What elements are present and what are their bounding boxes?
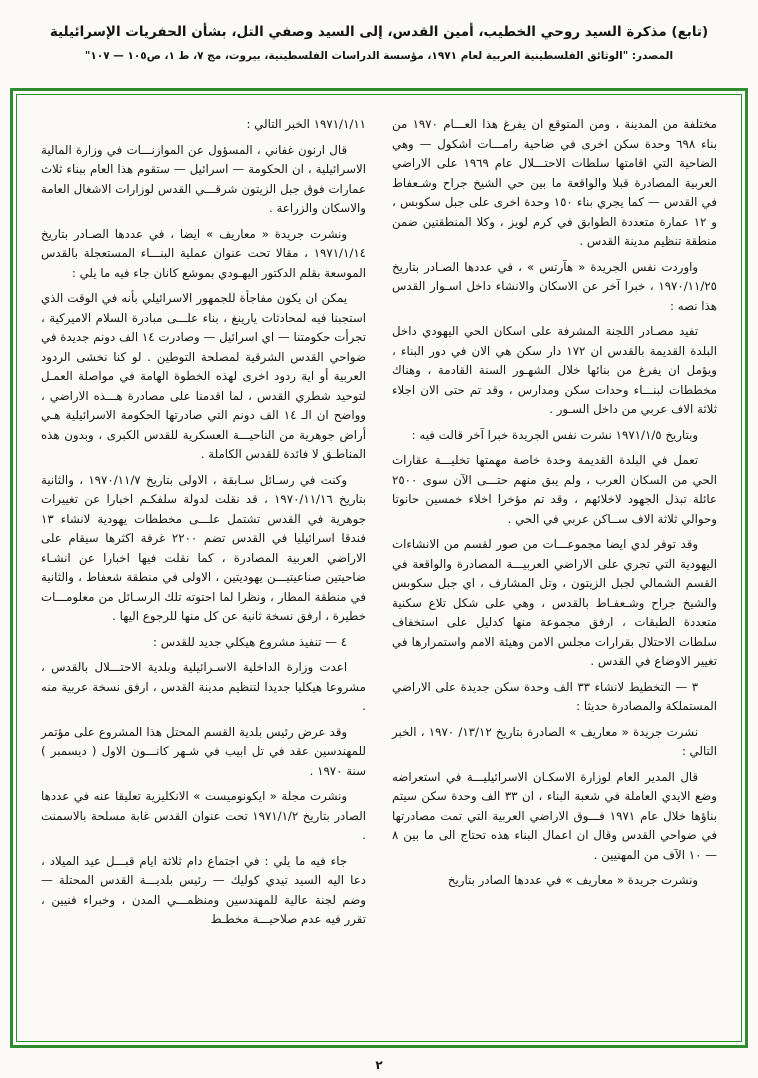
column-left [41,115,366,1029]
paragraph: وكنت في رسـائل سـابقة ، الاولى بتاريخ ١٩٧٠/١١/٧ ، والثانية بتاريخ ١٩٧٠/١١/١٦ ، قد نقلت لدولة سلفكـم اخبارا عن تغييرات جوهرية في القدس تشتمل علـــى مخططات يهودية لانشاء ١٣ فندقا اسرائيليا في القدس تضم ٢٢٠٠ غرفة اكثرها سيقام على الاراضي العربية المصادرة ، كما نقلت فيها اخبارا عن انشـاء ضاحيتين صناعيتيـــن يهوديتين ، الاولى في منطقة شعفاط ، والثانية في منطقة المطار ، ونظرا لما احتوته تلك الرسـائل من معلومـــات خطيرة ، ارفق نسخة ثانية عن كل منها للرجوع اليها . [41,472,366,623]
paragraph: وقد عرض رئيس بلدية القسم المحتل هذا المشروع على مؤتمر للمهندسين عقد في تل ابيب في شـهر كانـــون الاول ( ديسمبر ) سنة ١٩٧٠ . [41,724,366,778]
page-title: (تابع) مذكرة السيد روحي الخطيب، أمين القدس، إلى السيد وصفي التل، بشأن الحفريات الإسرائيلية [49,24,709,40]
paragraph: قال ارنون غفاني ، المسؤول عن الموازنـــات في وزارة المالية الاسرائيلية ، ان الحكومة — اسرائيل — ستقوم هذا العام ببناء ثلاث عمارات فوق جبل الزيتون شرقـــي القدس لوزارات الاشغال العامة والاسكان والزراعة . [41,142,366,215]
paragraph: تعمل في البلدة القديمة وحدة خاصة مهمتها تخليـــة عقارات الحي من السكان العرب ، ولم يبق منهم حتـــى الآن سوى ٢٥٠٠ عائلة تبذل الجهود لاخلائهم ، وقد تم مؤخرا اخلاء خمسين حانوتا وحوالي ثلاثة الاف ســاكن عربي في الحي . [392,453,717,526]
paragraph: اعدت وزارة الداخلية الاسـرائيلية وبلدية الاحتـــلال بالقدس ، مشروعا هيكليا جديدا لتنظيم مدينة القدس ، ارفق نسخة عربية منه . [41,660,366,713]
paragraph: وقد توفر لدي ايضا مجموعـــات من صور لقسم من الانشاءات اليهودية التي تجري على الاراضي العربيـــة المصادرة والواقعة في القسم الشمالي لجبل الزيتون ، وتل المشارف ، اي جبل سكوبس والشيخ جراح وشـعفـاط بالقدس ، وهي على شكل تلاع سكنية متعددة الطبقات ، ارفق مجموعة منها كدليل على استخفاف سلطات الاحتلال بقرارات مجلس الامن وهيئة الامم واستمرارها في تغيير الاوضاع في القدس . [392,537,717,668]
content-frame-inner [16,94,742,1042]
paragraph: تفيد مصـادر اللجنة المشرفة على اسكان الحي اليهودي داخل البلدة القديمة بالقدس ان ١٧٢ دار سكن هي الان في دور البناء ، ويؤمل ان يفرغ من بنائها خلال الشهـور السنة القادمة ، وهناك مخططات لبنـــاء وحدات سكن ومدارس ، وقد تم حتى الان اجلاء ثلاثة الاف عربي من داخل السـور . [392,324,717,416]
paragraph: يمكن ان يكون مفاجأة للجمهور الاسرائيلي بأنه في الوقت الذي استجبنا فيه لمحادثات يارينغ ، بناء علـــى مبادرة السلام الاميركية ، تجرأت حكومتنا — اي اسرائيل — وصادرت ١٤ الف دونم جديدة في ضواحي القدس الشرقية لمصلحة التوطين . لو كنا نخشى الردود العربية أو اية ردود اخرى لهذه الخطوة الهامة في مواصلة العمـل لتوحيد شطري القدس ، لما اقدمنا على مصادرة هـــذه الاراضي ، وواضح ان الـ ١٤ الف دونم التي صادرتها الحكومة الاسرائيلية هـي أراض جوهرية من الناحيـــة العسكرية للقدس الكبرى ، وبدون هذه المناطـق لا فائدة للقدس الكاملة . [41,291,367,461]
paragraph: ونشرت جريدة « معاريف » ايضا ، في عددها الصـادر بتاريخ ١٩٧١/١/١٤ ، مقالا تحت عنوان عملية البنـــاء المستعجلة بالقدس الموسعة بقلم الدكتور اليهـودي بموشع كانان جاء فيه ما يلي : [41,226,366,280]
paragraph: ونشرت جريدة « معاريف » في عددها الصادر بتاريخ [447,873,699,887]
paragraph: ونشرت مجلة « ايكونوميست » الانكليزية تعليقا عنه في عددها الصادر بتاريخ ١٩٧١/١/٢ تحت عنوان القدس غابة مسلحة بالاسمنت . [41,789,366,842]
paragraph: جاء فيه ما يلي : في اجتماع دام ثلاثة ايام قبـــل عيد الميلاد ، دعا اليه السيد تيدي كوليك — رئيس بلديـــة القدس المحتلة — وضم لجنة عالية للمهندسين ومنظمـــي المدن ، وخبراء فنيين ، تقرر فيه عدم صلاحيـــة مخطـط [41,853,366,926]
paragraph: ٤ — تنفيذ مشروع هيكلي جديد للقدس : [153,634,348,649]
paragraph: وبتاريخ ١٩٧١/١/٥ نشرت نفس الجريدة خبرا آخر قالت فيه : [411,427,699,442]
page-number: ٢ [375,1058,383,1072]
paragraph: قال المدير العام لوزارة الاسكـان الاسرائيليـــة في استعراضه وضع الايدي العاملة في شعبة البناء ، ان ٣٣ الف وحدة سكن سيتم بناؤها خلال عام ١٩٧١ فـــوق الاراضي العربية التي تمت مصادرتها في ضواحي القدس وقال ان اعمال البناء هذه تحتاج الى ما بين ٨ — ١٠ الآف من المهنيين . [392,769,717,862]
paragraph: ٣ — التخطيط لانشاء ٣٣ الف وحدة سكن جديدة على الاراضي المستملكة والمصادرة حديثا : [392,679,717,713]
paragraph: واوردت نفس الجريدة « هآرتس » ، في عددها الصـادر بتاريخ ١٩٧٠/١١/٢٥ ، خبرا آخر عن الاسكان والانشاء داخل اسـوار القدس هذا نصه : [392,259,717,313]
document-header [0,0,758,62]
paragraph: نشرت جريدة « معاريف » الصادرة بتاريخ ١٣/١٢/ ١٩٧٠ ، الخبر التالي : [392,724,717,758]
content-frame-outer [10,88,748,1048]
paragraph: ١٩٧١/١/١١ الخبر التالي : [246,117,366,131]
column-right [392,115,717,1029]
paragraph: مختلفة من المدينة ، ومن المتوقع ان يفرغ هذا العـــام ١٩٧٠ من بناء ٦٩٨ وحدة سكن اخرى في ضاحية رامـــات اشكول — وهي الضاحية التي اقامتها سلطات الاحتـــلال عام ١٩٦٩ على الاراضي العربية المصادرة قبلا والواقعة ما بين حي الشيخ جراح وشـعفاط في القدس — كما يجري بناء ١٥٠ وحدة اخرى على جبل سكوبس ، و ١٢ عمارة متعددة الطوابق في كرم لويز ، وكلا المنطقتين ضمن منطقة تنظيم مدينة القدس . [392,117,718,248]
two-column-body [41,115,717,1029]
source-line: المصدر: "الوثائق الفلسطينية العربية لعام ١٩٧١، مؤسسة الدراسات الفلسطينية، بيروت، مج ٧، ط ١، ص١٠٥ — ١٠٧" [84,50,674,62]
